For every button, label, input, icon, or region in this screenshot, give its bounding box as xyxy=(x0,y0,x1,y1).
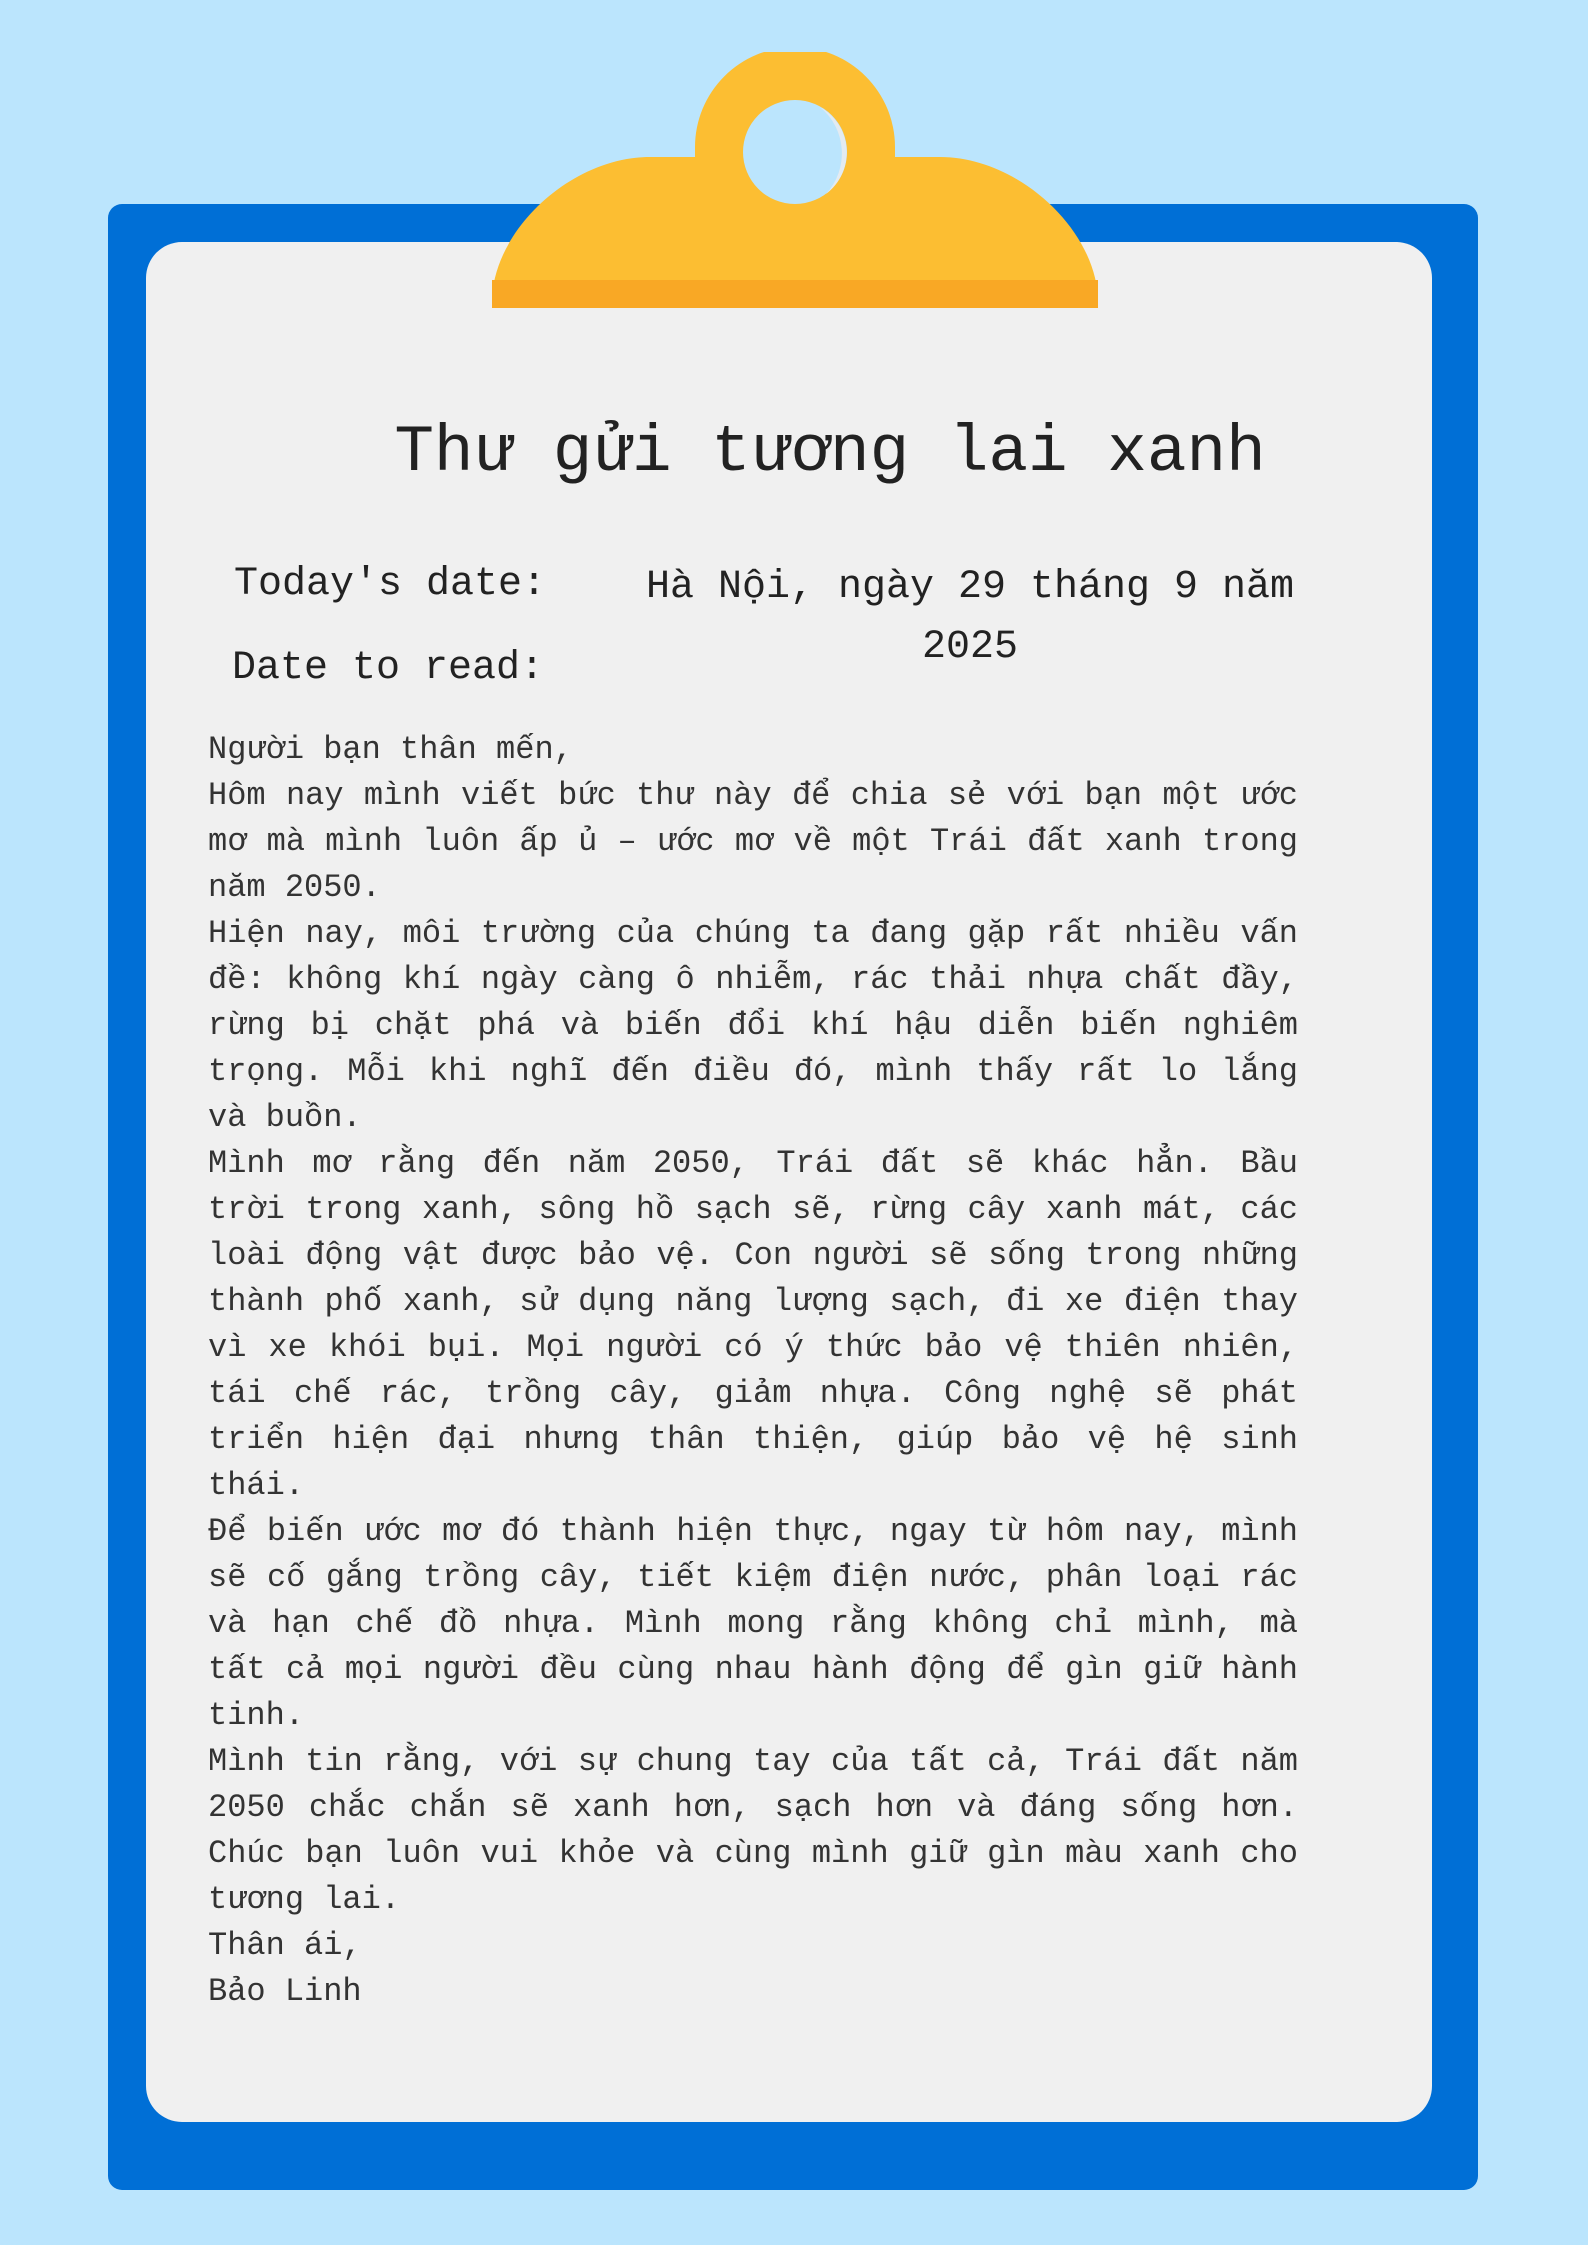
letter-paragraph: Để biến ước mơ đó thành hiện thực, ngay từ hôm nay, mình sẽ cố gắng trồng cây, tiết kiệm điện nước, phân loại rác và hạn chế đồ nhựa. Mình mong rằng không chỉ mình, mà tất cả mọi người đều cùng nhau hành động để gìn giữ hành tinh. xyxy=(208,1513,1298,1734)
date-to-read-label: Date to read: xyxy=(232,646,545,691)
clip-bottom-band xyxy=(492,280,1098,308)
letter-greeting: Người bạn thân mến, xyxy=(208,731,573,768)
letter-signature: Bảo Linh xyxy=(208,1973,362,2010)
letter-body xyxy=(208,727,1298,2015)
letter-paragraph: Hiện nay, môi trường của chúng ta đang gặp rất nhiều vấn đề: không khí ngày càng ô nhiễm, rác thải nhựa chất đầy, rừng bị chặt phá và biến đổi khí hậu diễn biến nghiêm trọng. Mỗi khi nghĩ đến điều đó, mình thấy rất lo lắng và buồn. xyxy=(208,915,1298,1136)
date-value: Hà Nội, ngày 29 tháng 9 năm 2025 xyxy=(645,565,1295,670)
letter-paragraph: Hôm nay mình viết bức thư này để chia sẻ với bạn một ước mơ mà mình luôn ấp ủ – ước mơ về một Trái đất xanh trong năm 2050. xyxy=(208,777,1298,906)
todays-date-label: Today's date: xyxy=(234,562,547,607)
letter-closing: Thân ái, xyxy=(208,1927,362,1964)
letter-paragraph: Mình tin rằng, với sự chung tay của tất cả, Trái đất năm 2050 chắc chắn sẽ xanh hơn, sạch hơn và đáng sống hơn. Chúc bạn luôn vui khỏe và cùng mình giữ gìn màu xanh cho tương lai. xyxy=(208,1743,1298,1918)
letter-paragraph: Mình mơ rằng đến năm 2050, Trái đất sẽ khác hẳn. Bầu trời trong xanh, sông hồ sạch sẽ, rừng cây xanh mát, các loài động vật được bảo vệ. Con người sẽ sống trong những thành phố xanh, sử dụng năng lượng sạch, đi xe điện thay vì xe khói bụi. Mọi người có ý thức bảo vệ thiên nhiên, tái chế rác, trồng cây, giảm nhựa. Công nghệ sẽ phát triển hiện đại nhưng thân thiện, giúp bảo vệ hệ sinh thái. xyxy=(208,1145,1298,1504)
letter-title: Thư gửi tương lai xanh xyxy=(394,415,1266,490)
clipboard-clip-icon xyxy=(490,52,1100,312)
